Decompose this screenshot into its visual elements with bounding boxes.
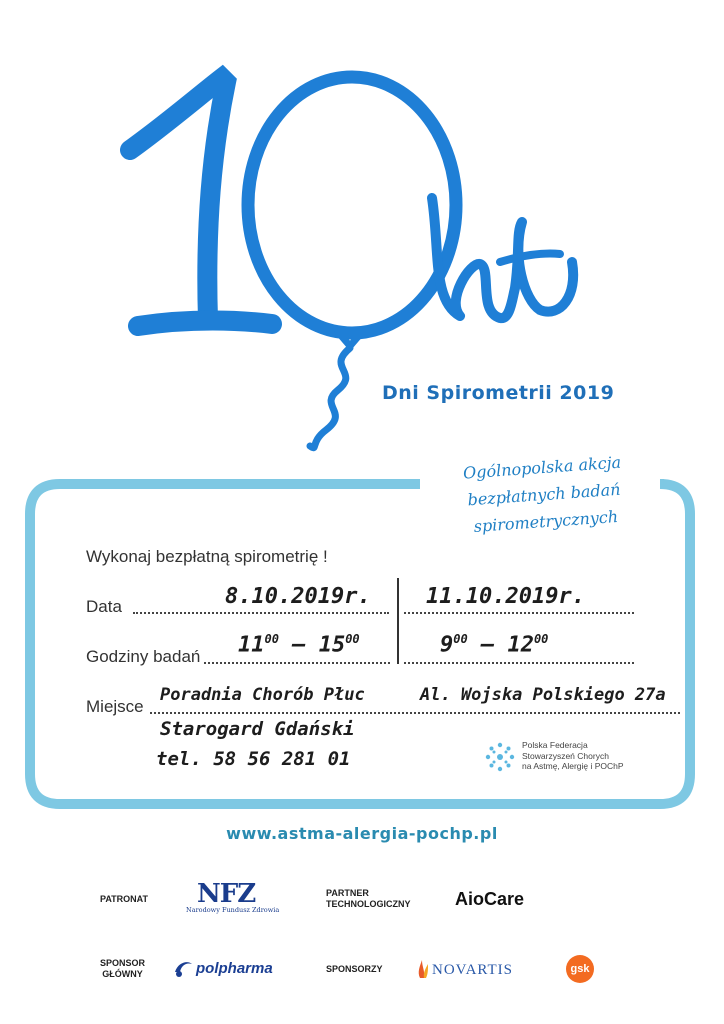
date-value-1: 8.10.2019r.: [225, 584, 371, 609]
federation-line: na Astmę, Alergię i POChP: [522, 761, 624, 771]
hours-1-end-sup: 00: [345, 632, 360, 646]
federation-name: [522, 740, 624, 772]
dash: –: [480, 632, 495, 658]
campaign-callout: [421, 446, 666, 544]
column-divider: [397, 578, 399, 664]
numeral-one-base: [138, 321, 272, 327]
polpharma-logo-icon: [172, 958, 194, 978]
website-link[interactable]: www.astma-alergia-pochp.pl: [226, 824, 498, 843]
main-sponsor-label: [100, 958, 145, 980]
gsk-logo: gsk: [566, 955, 594, 983]
balloon-string: [310, 348, 350, 448]
polpharma-logo: polpharma: [196, 960, 273, 977]
date-dotted-line: [133, 612, 389, 614]
ten-years-logo: [0, 0, 724, 470]
sponsors-label: SPONSORZY: [326, 964, 383, 974]
hours-2-start: 9: [440, 632, 454, 658]
dash: –: [292, 632, 306, 658]
federation-line: Polska Federacja: [522, 740, 588, 750]
main-sponsor-line: GŁÓWNY: [102, 969, 143, 979]
nfz-logo: NFZ: [197, 879, 256, 909]
nfz-subtitle: Narodowy Fundusz Zdrowia: [186, 906, 280, 914]
callout-line: spirometrycznych: [473, 506, 619, 536]
hours-1-start-sup: 00: [264, 632, 279, 646]
federation-line: Stowarzyszeń Chorych: [522, 750, 609, 761]
place-line-2: Starogard Gdański: [160, 718, 355, 740]
hours-2-start-sup: 00: [453, 632, 468, 646]
callout-line: Ogólnopolska akcja: [462, 452, 622, 483]
partner-label-line: TECHNOLOGICZNY: [326, 899, 411, 909]
hours-2-end: 12: [507, 632, 534, 658]
hours-value-1: [238, 632, 360, 657]
hours-dotted-line-2: [404, 662, 634, 664]
lat-t-bar: [500, 253, 560, 262]
place-dotted-line: [150, 712, 680, 714]
hours-1-start: 11: [238, 632, 265, 658]
hours-2-end-sup: 00: [533, 632, 549, 646]
hours-value-2: [440, 632, 548, 657]
numeral-one: [130, 78, 226, 320]
patronat-label: PATRONAT: [100, 894, 148, 904]
form-heading: Wykonaj bezpłatną spirometrię !: [86, 547, 328, 566]
hours-label: Godziny badań: [86, 647, 201, 666]
place-line-1a: Poradnia Chorób Płuc: [160, 685, 365, 705]
novartis-flame-icon: [416, 958, 430, 980]
place-line-1b: Al. Wojska Polskiego 27a: [420, 685, 666, 705]
place-label: Miejsce: [86, 697, 144, 716]
balloon-zero: [248, 77, 456, 333]
date-value-2: 11.10.2019r.: [426, 584, 585, 609]
hours-dotted-line: [204, 662, 390, 664]
date-dotted-line-2: [404, 612, 634, 614]
callout-line: bezpłatnych badań: [466, 479, 622, 510]
event-title: Dni Spirometrii 2019: [382, 382, 615, 404]
hours-1-end: 15: [318, 632, 346, 658]
federation-logo-icon: [482, 740, 518, 774]
place-line-3: tel. 58 56 281 01: [156, 748, 351, 770]
partner-label: [326, 888, 411, 910]
main-sponsor-line: SPONSOR: [100, 958, 146, 968]
aiocare-logo: AioCare: [455, 889, 525, 909]
partner-label-line: PARTNER: [326, 888, 369, 898]
novartis-logo: NOVARTIS: [432, 962, 514, 978]
date-label: Data: [86, 597, 122, 616]
